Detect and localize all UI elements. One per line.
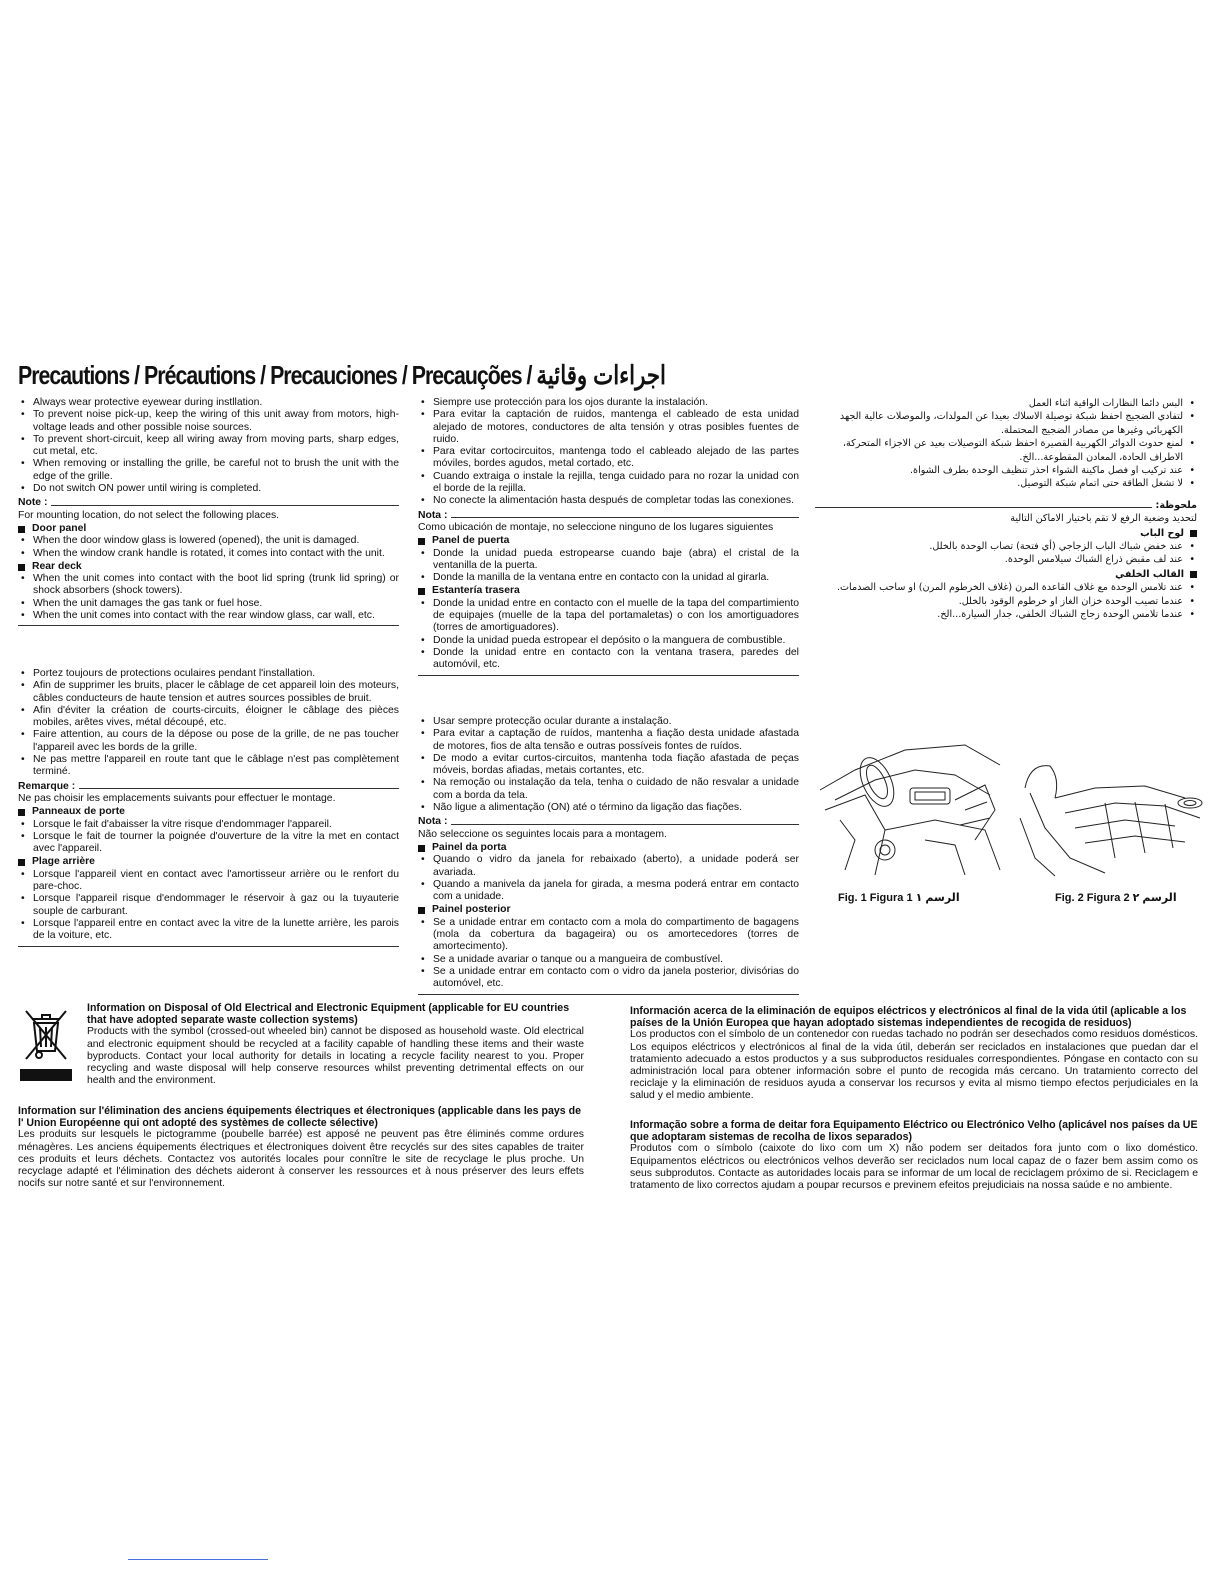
french-precautions	[18, 668, 399, 947]
list-item: • Afin d'éviter la création de courts-circuits, éloigner le câblage des pièces mobiles, arêtes vives, métal découpé, etc.	[18, 705, 399, 730]
square-bullet-icon	[18, 859, 25, 866]
note-text: Como ubicación de montaje, no seleccione ninguno de los lugares siguientes	[418, 521, 774, 533]
portuguese-bullets	[418, 716, 799, 814]
list-item: • عند تلامس الوحدة مع غلاف القاعدة المرن (غلاف الخرطوم المرن) او ساحب الصدمات.	[815, 581, 1197, 594]
list-item: • When the unit damages the gas tank or fuel hose.	[18, 598, 399, 610]
list-item: • Para evitar a captação de ruídos, mantenha a fiação desta unidade afastada de motores, fios de alta tensão e outras possíveis fontes de ruídos.	[418, 728, 799, 753]
section-heading	[815, 568, 1197, 581]
list-item: • When the door window glass is lowered (opened), the unit is damaged.	[18, 535, 399, 547]
note-heading	[18, 781, 399, 793]
divider	[128, 1559, 268, 1560]
square-bullet-icon	[1190, 571, 1197, 578]
rear-items	[418, 917, 799, 991]
note-text: For mounting location, do not select the following places.	[18, 509, 280, 521]
door-items	[418, 854, 799, 903]
list-item: • عند خفض شباك الباب الزجاجي (أي فتحة) تصاب الوحدة بالخلل.	[815, 540, 1197, 553]
list-item: • Donde la unidad pueda estropear el depósito o la manguera de combustible.	[418, 635, 799, 647]
disposal-info-english	[87, 1002, 584, 1087]
list-item: • لتفادي الضجيج احفظ شبكة توصيلة الاسلاك بعيدا عن المولدات، والموصلات عالية الجهد الكهربائي وغيرها من مصادر الضجيج المحتملة.	[815, 410, 1197, 437]
figure-1-caption: Fig. 1 Figura 1 الرسم ١	[838, 892, 960, 904]
section-heading	[815, 527, 1197, 540]
note-label: ملحوظة:	[1155, 499, 1197, 511]
list-item: • Lorsque l'appareil vient en contact avec l'amortisseur arrière ou le renfort du pare-choc.	[18, 869, 399, 894]
note-label: Note :	[18, 497, 48, 509]
door-items	[418, 548, 799, 585]
section-heading	[18, 806, 399, 818]
figure-1-door-panel	[815, 740, 1005, 880]
divider	[18, 625, 399, 626]
list-item: • Cuando extraiga o instale la rejilla, tenga cuidado para no rozar la unidad con el borde de la rejilla.	[418, 471, 799, 496]
door-items	[18, 819, 399, 856]
list-item: • When the unit comes into contact with the boot lid spring (trunk lid spring) or shock absorbers (shock towers).	[18, 573, 399, 598]
list-item: • Portez toujours de protections oculaires pendant l'installation.	[18, 668, 399, 680]
list-item: • عندما تصيب الوحدة خزان الغاز او خرطوم الوقود بالخلل.	[815, 595, 1197, 608]
rear-items	[418, 598, 799, 672]
list-item: • De modo a evitar curtos-circuitos, mantenha toda fiação afastada de peças móveis, bordas afiadas, metais cortantes, etc.	[418, 753, 799, 778]
section-heading	[418, 904, 799, 916]
divider	[418, 675, 799, 676]
square-bullet-icon	[418, 538, 425, 545]
list-item: • لمنع حدوث الدوائر الكهربية القصيرة احفظ شبكة التوصيلات بعيد عن الاجزاء المتحركة، الاطراف الحادة، المعادن المقطوعة...الخ.	[815, 437, 1197, 464]
list-item: • Faire attention, au cours de la dépose ou pose de la grille, de ne pas toucher l'appareil avec les bords de la grille.	[18, 729, 399, 754]
list-item: • Lorsque l'appareil entre en contact avec la vitre de la lunette arrière, les parois de la voiture, etc.	[18, 918, 399, 943]
square-bullet-icon	[1190, 530, 1197, 537]
section-title: Painel posterior	[432, 904, 511, 916]
divider	[18, 946, 399, 947]
french-bullets	[18, 668, 399, 779]
section-text: Los productos con el símbolo de un contenedor con ruedas tachado no podrán ser desechados como residuos domésticos. Los equipos eléctricos y electrónicos al final de la vida útil, deberán ser reciclados en instalaciones que puedan dar el tratamiento adecuado a estos productos y a sus subproductos residuales correspondientes. Póngase en contacto con su administración local para obtener información sobre el punto de recogida más cercano. Un tratamiento correcto del reciclaje y la eliminación de residuos ayuda a conservar los recursos y evita al mismo tiempo efectos perjudiciales en la salud y el medio ambiente.	[630, 1029, 1198, 1102]
list-item: • To prevent noise pick-up, keep the wiring of this unit away from motors, high-voltage leads and other possible noise sources.	[18, 409, 399, 434]
list-item: • When the window crank handle is rotated, it comes into contact with the unit.	[18, 548, 399, 560]
list-item: • Do not switch ON power until wiring is completed.	[18, 483, 399, 495]
section-title: Panel de puerta	[432, 535, 510, 547]
list-item: • Para evitar la captación de ruidos, mantenga el cableado de esta unidad alejado de motores, conductores de alta tensión y otras posibles fuentes de ruido.	[418, 409, 799, 446]
square-bullet-icon	[418, 588, 425, 595]
list-item: • Afin de supprimer les bruits, placer le câblage de cet appareil loin des moteurs, câbles conducteurs de haute tension et autres sources possibles de bruit.	[18, 680, 399, 705]
section-title: Estantería trasera	[432, 585, 520, 597]
note-text: Não seleccione os seguintes locais para a montagem.	[418, 828, 667, 840]
square-bullet-icon	[18, 526, 25, 533]
list-item: • لا تشغل الطاقة حتى اتمام شبكة التوصيل.	[815, 477, 1197, 490]
rear-items	[18, 869, 399, 943]
section-title: القالب الخلفي	[1115, 568, 1184, 580]
list-item: • Donde la unidad pueda estropearse cuando baje (abra) el cristal de la ventanilla de la puerta.	[418, 548, 799, 573]
square-bullet-icon	[418, 845, 425, 852]
list-item: • عند لف مقبض ذراع الشباك سيلامس الوحدة.	[815, 553, 1197, 566]
english-precautions	[18, 397, 399, 626]
list-item: • Não ligue a alimentação (ON) até o término da ligação das fiações.	[418, 802, 799, 814]
section-heading	[18, 523, 399, 535]
section-title: Information on Disposal of Old Electrical and Electronic Equipment (applicable for EU countries that have adopted separate waste collection systems)	[87, 1002, 570, 1027]
section-text: Les produits sur lesquels le pictogramme (poubelle barrée) est apposé ne peuvent pas être éliminés comme ordures ménagères. Les anciens équipements électriques et électroniques doivent être recyclés sur des sites capables de traiter ces produits et leurs déchets. Contactez vos autorités locales pour connître le site de recyclage le plus proche. Un recyclage adapté et l'élimination des déchets aideront à conserver les ressources et à nous préserver des leurs effets nocifs sur notre santé et sur l'environnement.	[18, 1129, 584, 1190]
square-bullet-icon	[418, 907, 425, 914]
crossed-out-bin-icon	[20, 1005, 72, 1083]
list-item: • Siempre use protección para los ojos durante la instalación.	[418, 397, 799, 409]
list-item: • When removing or installing the grille, be careful not to brush the unit with the edge of the grille.	[18, 458, 399, 483]
note-heading	[815, 499, 1197, 512]
section-title: Information sur l'élimination des anciens équipements électriques et électroniques (applicable dans les pays de l' Union Européenne qui ont adopté des systèmes de collecte sélective)	[18, 1105, 581, 1130]
section-heading	[418, 585, 799, 597]
note-heading	[418, 510, 799, 522]
section-heading	[418, 535, 799, 547]
figure-2-caption: Fig. 2 Figura 2 الرسم ٢	[1055, 892, 1177, 904]
door-items	[18, 535, 399, 560]
solid-bar	[20, 1069, 72, 1081]
divider	[418, 994, 799, 995]
section-title: Painel da porta	[432, 841, 507, 853]
list-item: • Se a unidade entrar em contacto com a mola do compartimento de bagagens (mola da cobertura da bagageira) ou os amortecedores (torres de amortecimento).	[418, 917, 799, 954]
note-label: Nota :	[418, 509, 448, 521]
list-item: • Quando o vidro da janela for rebaixado (aberto), a unidade poderá ser avariada.	[418, 854, 799, 879]
spanish-bullets	[418, 397, 799, 508]
section-heading	[418, 842, 799, 854]
section-title: لوح الباب	[1140, 527, 1184, 539]
square-bullet-icon	[18, 809, 25, 816]
list-item: • To prevent short-circuit, keep all wiring away from moving parts, sharp edges, cut metal, etc.	[18, 434, 399, 459]
square-bullet-icon	[18, 564, 25, 571]
divider	[451, 517, 799, 518]
list-item: • Usar sempre protecção ocular durante a instalação.	[418, 716, 799, 728]
disposal-info-spanish	[630, 1005, 1198, 1103]
list-item: • Ne pas mettre l'appareil en route tant que le câblage n'est pas complètement terminé.	[18, 754, 399, 779]
list-item: • عند تركيب او فصل ماكينة الشواء احذر تنظيف الوحدة بطرف الشواة.	[815, 464, 1197, 477]
note-label: Remarque :	[18, 780, 76, 792]
list-item: • Se a unidade avariar o tanque ou a mangueira de combustível.	[418, 954, 799, 966]
english-bullets	[18, 397, 399, 495]
list-item: • Lorsque le fait d'abaisser la vitre risque d'endommager l'appareil.	[18, 819, 399, 831]
section-title: Informação sobre a forma de deitar fora Equipamento Eléctrico ou Electrónico Velho (aplicável nos países da UE que adoptaram sistemas de recolha de lixos separados)	[630, 1119, 1198, 1144]
divider	[79, 788, 399, 789]
list-item: • Donde la unidad entre en contacto con la ventana trasera, paredes del automóvil, etc.	[418, 647, 799, 672]
note-heading	[418, 816, 799, 828]
list-item: • Lorsque le fait de tourner la poignée d'ouverture de la vitre la met en contact avec l'appareil.	[18, 831, 399, 856]
divider	[451, 824, 799, 825]
list-item: • Quando a manivela da janela for girada, a mesma poderá entrar em contacto com a unidade.	[418, 879, 799, 904]
list-item: • Se a unidade entrar em contacto com o vidro da janela posterior, divisórias do automóvel, etc.	[418, 966, 799, 991]
section-heading	[18, 561, 399, 573]
rear-items	[18, 573, 399, 622]
list-item: • البس دائما النظارات الواقية اثناء العمل	[815, 397, 1197, 410]
section-title: Información acerca de la eliminación de equipos eléctricos y electrónicos al final de la vida útil (aplicable a los países de la Unión Europea que hayan adoptado sistemas independientes de recogida de residuos)	[630, 1005, 1187, 1030]
note-heading	[18, 497, 399, 509]
disposal-info-portuguese	[630, 1119, 1198, 1192]
section-title: Panneaux de porte	[32, 806, 125, 818]
portuguese-precautions	[418, 716, 799, 995]
rear-items	[815, 581, 1197, 621]
list-item: • Donde la manilla de la ventana entre en contacto con la unidad al girarla.	[418, 572, 799, 584]
arabic-precautions	[815, 397, 1197, 622]
note-text: Ne pas choisir les emplacements suivants pour effectuer le montage.	[18, 792, 336, 804]
list-item: • عندما تلامس الوحدة زجاج الشباك الخلفي، جدار السيارة...الخ.	[815, 608, 1197, 621]
section-title: Door panel	[32, 522, 87, 534]
section-heading	[18, 856, 399, 868]
list-item: • Na remoção ou instalação da tela, tenha o cuidado de não resvalar a unidade com a borda da tela.	[418, 777, 799, 802]
door-items	[815, 540, 1197, 567]
figure-2-rear-deck	[1015, 758, 1210, 878]
section-title: Rear deck	[32, 560, 82, 572]
list-item: • Lorsque l'appareil risque d'endommager le réservoir à gaz ou la tuyauterie souple de carburant.	[18, 893, 399, 918]
list-item: • Donde la unidad entre en contacto con el muelle de la tapa del compartimiento de equipajes (muelle de la tapa del portamaletas) o con los amortiguadores (torres de amortiguadores).	[418, 598, 799, 635]
spanish-precautions	[418, 397, 799, 676]
list-item: • When the unit comes into contact with the rear window glass, car wall, etc.	[18, 610, 399, 622]
list-item: • No conecte la alimentación hasta después de completar todas las conexiones.	[418, 495, 799, 507]
page-title: Precautions / Précautions / Precauciones / Precauções / اجراءات وقائية	[18, 360, 666, 390]
section-text: Products with the symbol (crossed-out wheeled bin) cannot be disposed as household waste. Old electrical and electronic equipment should be recycled at a facility capable of handling these items and their waste byproducts. Contact your local authority for details in locating a recycle facility nearest to you. Proper recycling and waste disposal will help conserve resources whilst preventing detrimental effects on our health and the environment.	[87, 1026, 584, 1087]
section-title: Plage arrière	[32, 856, 95, 868]
divider	[51, 505, 399, 506]
arabic-bullets	[815, 397, 1197, 491]
note-label: Nota :	[418, 816, 448, 828]
list-item: • Para evitar cortocircuitos, mantenga todo el cableado alejado de las partes móviles, bordes agudos, metal cortado, etc.	[418, 446, 799, 471]
section-text: Produtos com o símbolo (caixote do lixo com um X) não podem ser deitados fora junto com o lixo doméstico. Equipamentos eléctricos ou electrónicos velhos deverão ser reciclados num local capaz de o fazer bem assim como os seus subprodutos. Contacte as autoridades locais para se informar de um local de reciclagem próximo de si. Reciclagem e tratamento de lixo correctos ajudam a poupar recursos e previnem efeitos prejudiciais na nossa saúde e no ambiente.	[630, 1143, 1198, 1192]
disposal-info-french	[18, 1105, 584, 1190]
note-text: لتحديد وضعية الرفع لا تقم باختيار الاماكن التالية	[1010, 513, 1197, 525]
divider	[815, 507, 1152, 508]
list-item: • Always wear protective eyewear during instllation.	[18, 397, 399, 409]
